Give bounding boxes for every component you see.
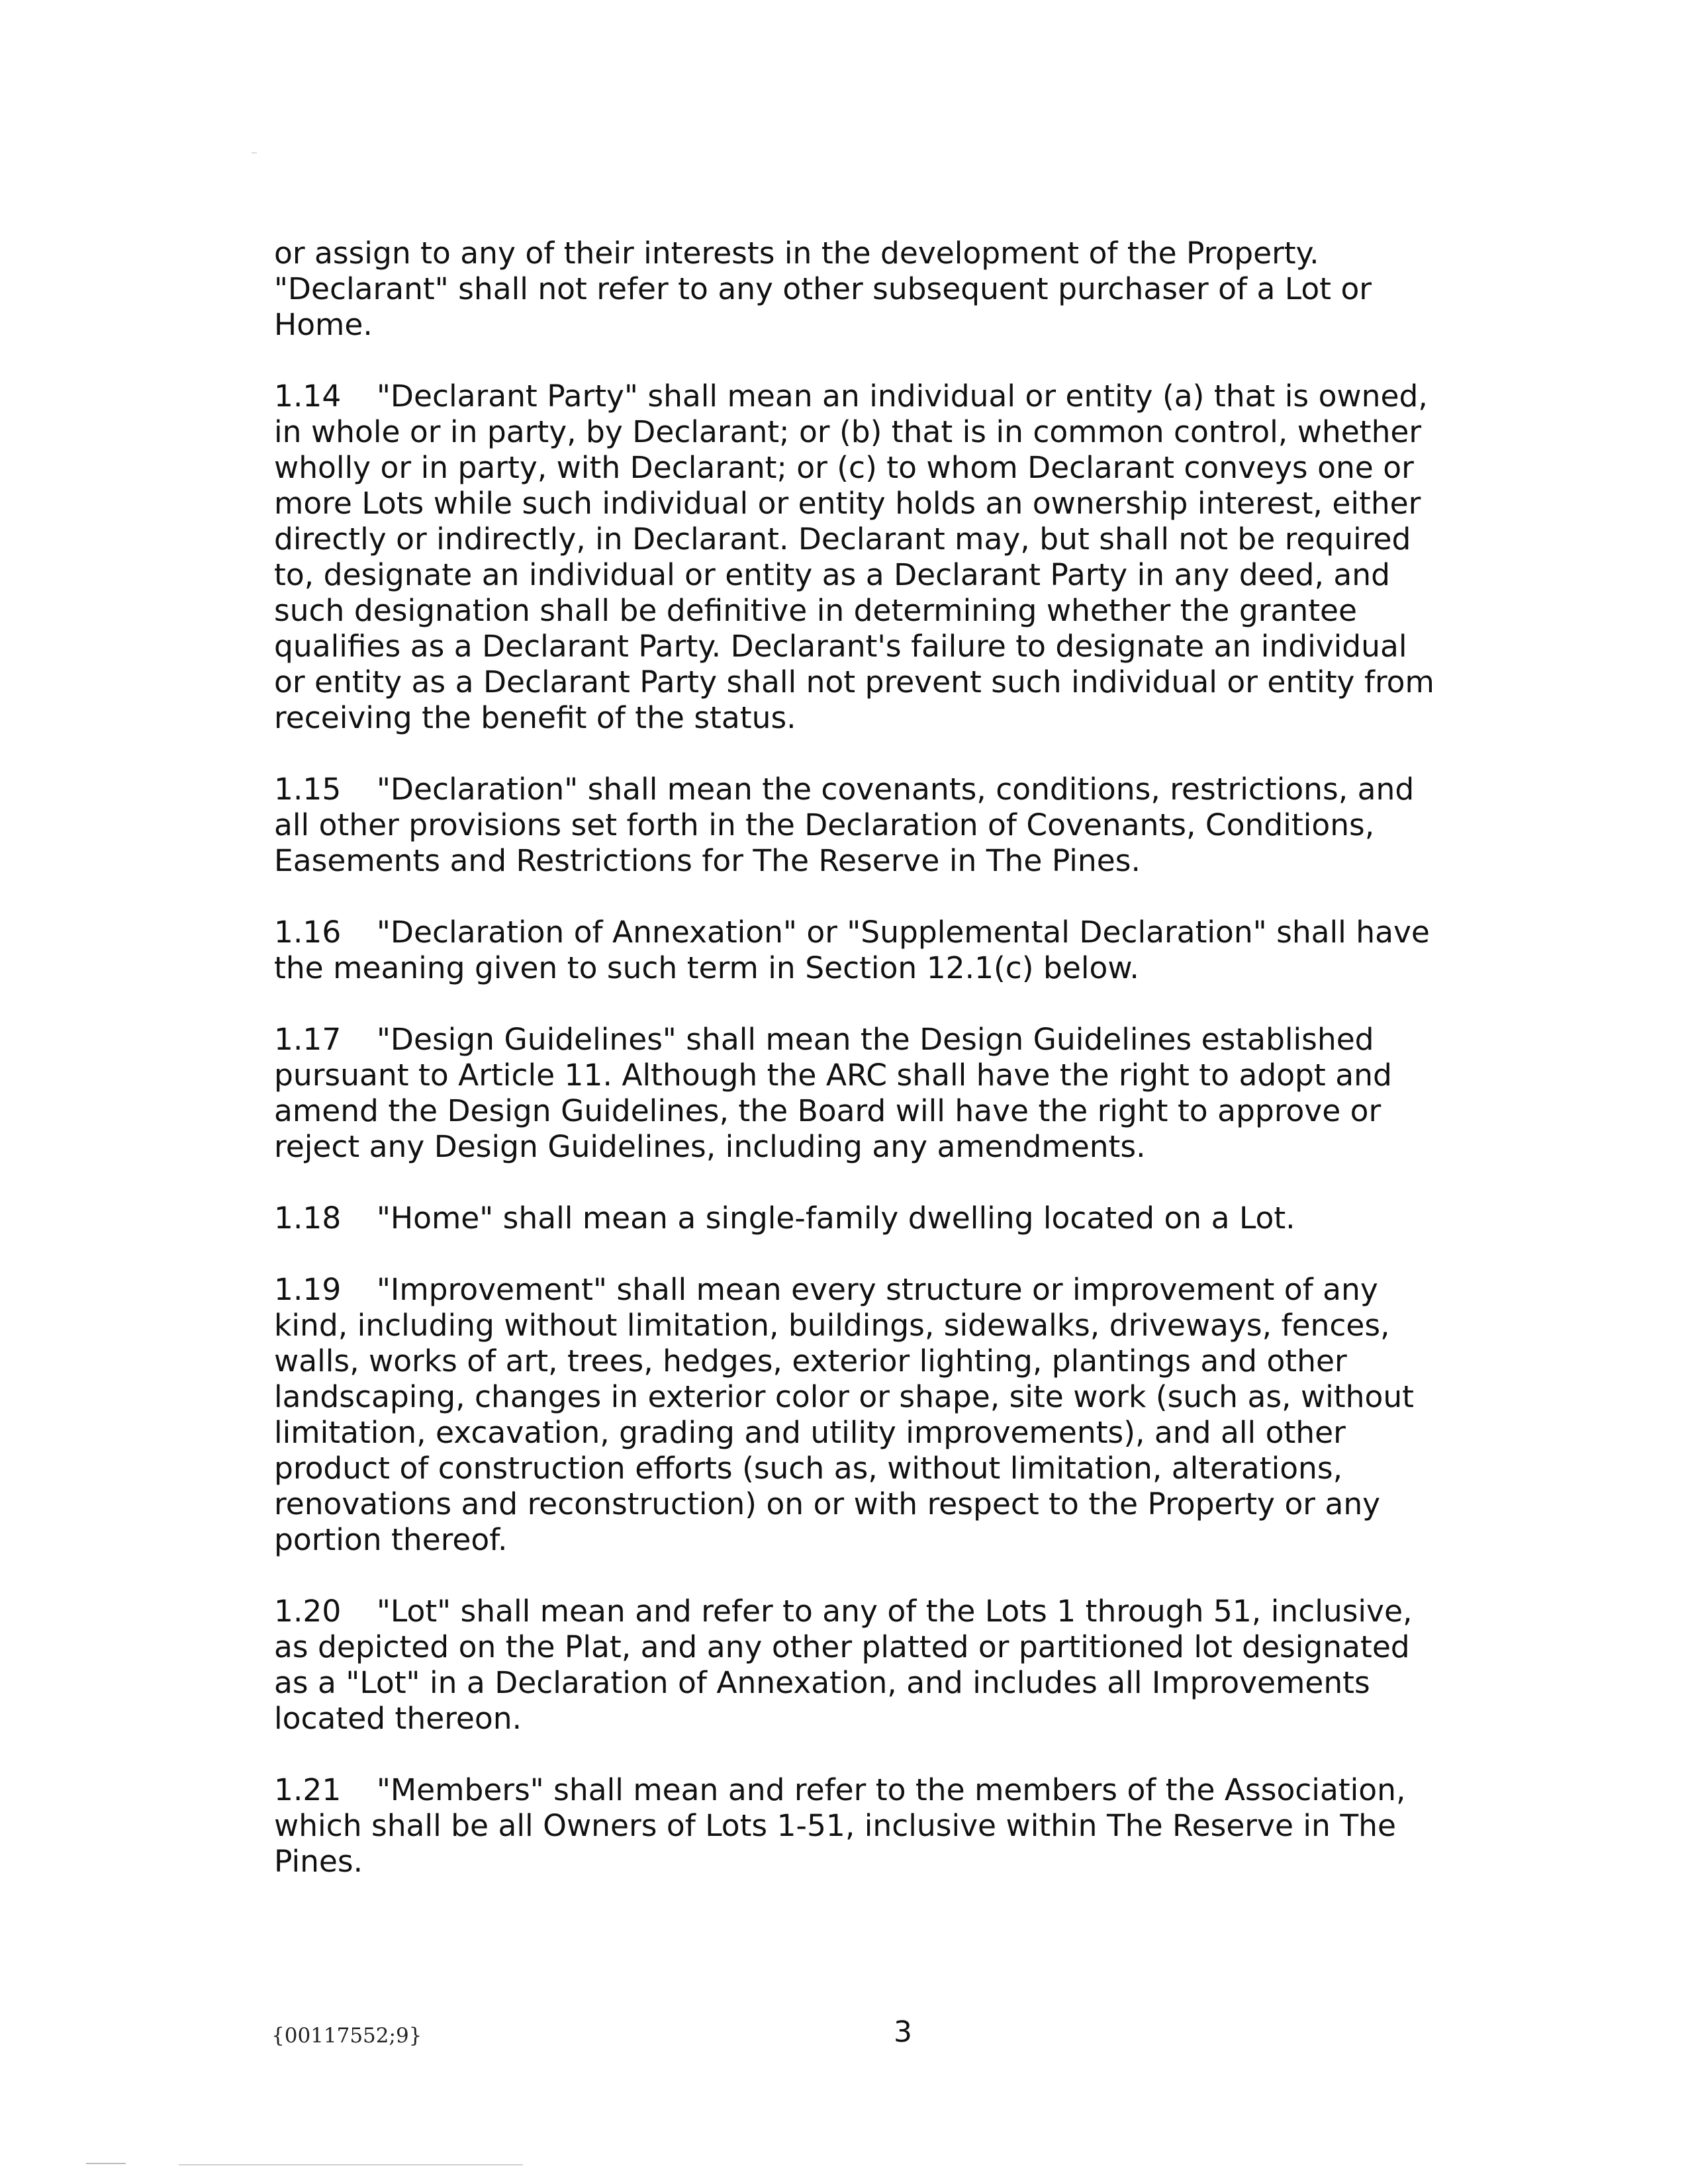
section-text: "Declarant Party" shall mean an individual or entity (a) that is owned, in whole or in party, by Declarant; or (b) that is in common control, whether wholly or in party, with Declarant; or (c) to whom Declarant conveys one or more Lots while such individual or entity holds an ownership interest, either directly or indirectly, in Declarant. Declarant may, but shall not be required to, designate an individual or entity as a Declarant Party in any deed, and such designation shall be definitive in determining whether the grantee qualifies as a Declarant Party. Declarant's failure to designate an individual or entity as a Declarant Party shall not prevent such individual or entity from receiving the benefit of the status.	[274, 379, 1444, 735]
section-number: 1.17	[274, 1022, 342, 1057]
section-number: 1.19	[274, 1272, 342, 1307]
section-text: "Home" shall mean a single-family dwelling located on a Lot.	[377, 1201, 1295, 1236]
continuation-paragraph: or assign to any of their interests in the development of the Property. "Declarant" shall not refer to any other subsequent purchaser of a Lot or Home.	[274, 236, 1382, 342]
scan-artifact	[179, 2164, 523, 2165]
section-text: "Members" shall mean and refer to the members of the Association, which shall be all Owners of Lots 1-51, inclusive within The Reserve in The Pines.	[274, 1772, 1415, 1879]
section-number: 1.20	[274, 1594, 342, 1629]
section-1-16	[274, 915, 1439, 986]
document-body	[274, 236, 1444, 1915]
section-1-19	[274, 1272, 1439, 1558]
section-number: 1.16	[274, 915, 342, 950]
scan-artifact	[86, 2163, 126, 2164]
section-1-21	[274, 1772, 1439, 1880]
section-1-17	[274, 1022, 1439, 1165]
scan-artifact	[252, 152, 257, 154]
section-number: 1.14	[274, 379, 342, 414]
section-1-14	[274, 379, 1444, 736]
section-text: "Design Guidelines" shall mean the Design Guidelines established pursuant to Article 11. Although the ARC shall have the right to adopt and amend the Design Guidelines, the Board will have the right to approve or reject any Design Guidelines, including any amendments.	[274, 1022, 1402, 1164]
section-text: "Declaration of Annexation" or "Supplemental Declaration" shall have the meaning given to such term in Section 12.1(c) below.	[274, 915, 1440, 985]
section-number: 1.21	[274, 1772, 342, 1807]
section-1-20	[274, 1594, 1439, 1737]
section-1-18	[274, 1201, 1439, 1236]
section-1-15	[274, 772, 1439, 879]
section-number: 1.15	[274, 772, 342, 807]
section-number: 1.18	[274, 1201, 342, 1236]
section-text: "Improvement" shall mean every structure or improvement of any kind, including without limitation, buildings, sidewalks, driveways, fences, walls, works of art, trees, hedges, exterior lighting, plantings and other landscaping, changes in exterior color or shape, site work (such as, without limitation, excavation, grading and utility improvements), and all other product of construction efforts (such as, without limitation, alterations, renovations and reconstruction) on or with respect to the Property or any portion thereof.	[274, 1272, 1424, 1557]
page-number: 3	[894, 2015, 912, 2049]
section-text: "Declaration" shall mean the covenants, conditions, restrictions, and all other provisions set forth in the Declaration of Covenants, Conditions, Easements and Restrictions for The Reserve in The Pines.	[274, 772, 1424, 878]
section-text: "Lot" shall mean and refer to any of the Lots 1 through 51, inclusive, as depicted on the Plat, and any other platted or partitioned lot designated as a "Lot" in a Declaration of Annexation, and includes all Improvements located thereon.	[274, 1594, 1422, 1736]
document-id-footer: {00117552;9}	[271, 2024, 422, 2048]
